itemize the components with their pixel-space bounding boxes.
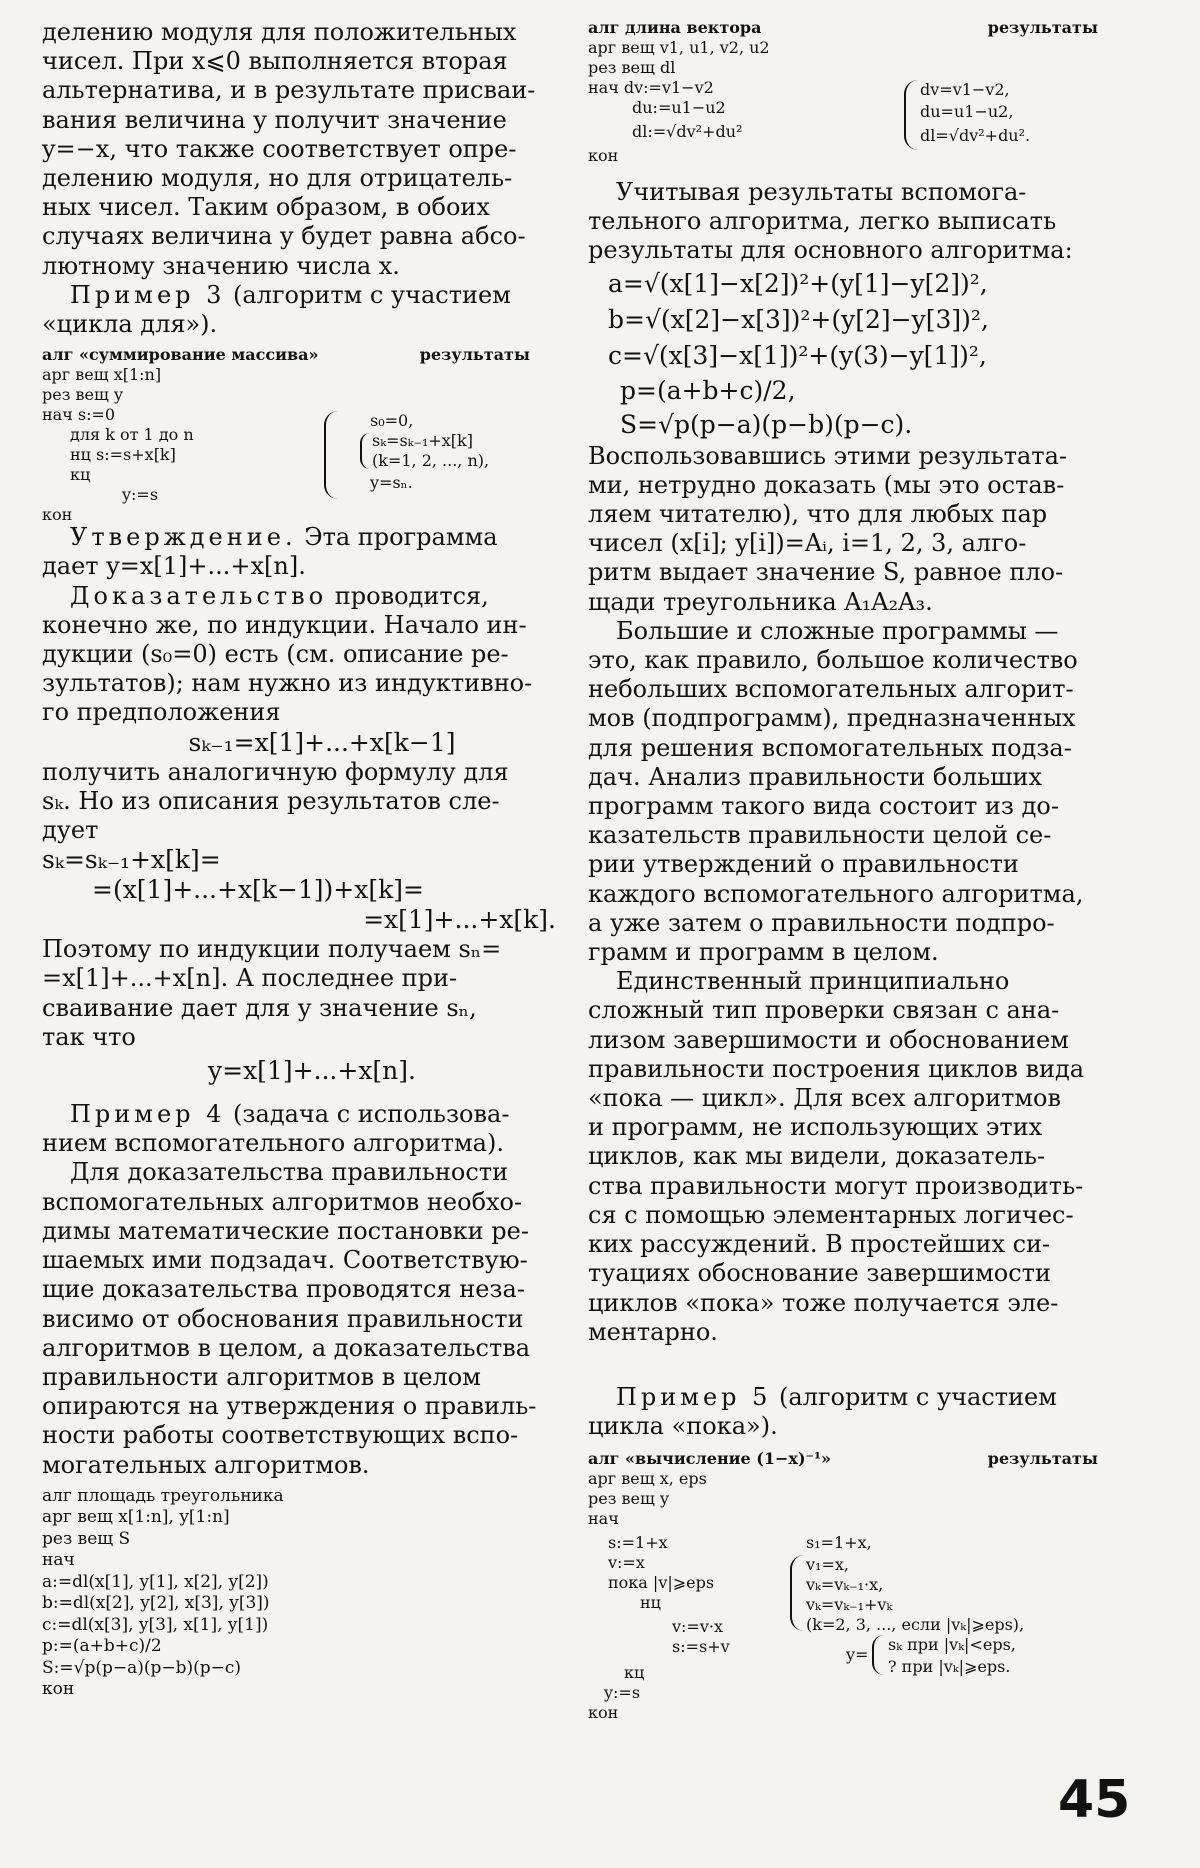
- spec-case: sₖ при |vₖ|<eps,: [888, 1635, 1016, 1655]
- paragraph-large-programs: [588, 617, 1118, 967]
- text-line: казательств правильности целой се-: [588, 821, 1052, 850]
- code-line: алг площадь треугольника: [42, 1485, 284, 1506]
- text-line: рии утверждений о правильности: [588, 850, 1019, 879]
- text-line: зультатов); нам нужно из индуктивно-: [42, 669, 533, 698]
- text-line: программ такого вида состоит из до-: [588, 792, 1059, 821]
- text-line: вспомогательных алгоритмов необхо-: [42, 1187, 523, 1216]
- text-line: висимо от обоснования правильности: [42, 1304, 524, 1333]
- text-line: результаты для основного алгоритма:: [588, 236, 1073, 265]
- text-line: ства правильности могут производить-: [588, 1171, 1084, 1200]
- spec-line: s₁=1+x,: [806, 1533, 872, 1553]
- spec-line: vₖ=vₖ₋₁·x,: [806, 1575, 884, 1595]
- spec-line: (k=1, 2, ..., n),: [372, 451, 490, 471]
- paragraph-modulus: [42, 18, 562, 281]
- code-line: y:=s: [122, 485, 159, 505]
- formula-c: c=√(x[3]−x[1])²+(y(3)−y[1])²,: [608, 340, 987, 370]
- text-line: го предположения: [42, 698, 281, 727]
- proof-text: проводится,: [327, 581, 489, 610]
- code-block-sum: [42, 345, 562, 523]
- example-label: Пример 5: [616, 1382, 772, 1411]
- formula-b: b=√(x[2]−x[3])²+(y[2]−y[3])²,: [608, 304, 989, 334]
- text-line: ляем читателю), что для любых пар: [588, 500, 1048, 529]
- text-line: чисел (x[i]; y[i])=Aᵢ, i=1, 2, 3, алго-: [588, 529, 1027, 558]
- paragraph-results: [588, 178, 1118, 266]
- code-block-triangle: [42, 1486, 562, 1701]
- code-line: y:=s: [604, 1683, 641, 1703]
- brace: [790, 1555, 804, 1631]
- text-line: ких рассуждений. В простейших си-: [588, 1230, 1051, 1259]
- proof-paragraph: [42, 582, 562, 728]
- code-line: кон: [42, 505, 73, 525]
- formula-induction-hypothesis: sₖ₋₁=x[1]+...+x[k−1]: [188, 727, 456, 757]
- text-line: дает y=x[1]+...+x[n].: [42, 552, 306, 581]
- formula-a: a=√(x[1]−x[2])²+(y[1]−y[2])²,: [608, 268, 988, 298]
- text-line: правильности алгоритмов в целом: [42, 1362, 481, 1391]
- code-line: s:=s+v: [672, 1637, 730, 1657]
- text-line: каждого вспомогательного алгоритма,: [588, 879, 1084, 908]
- text-line: тельного алгоритма, легко выписать: [588, 207, 1057, 236]
- formula-sk-expanded: =(x[1]+...+x[k−1])+x[k]=: [92, 875, 424, 905]
- spec-line: s₀=0,: [370, 411, 414, 431]
- text-line: «цикла для»).: [42, 310, 218, 339]
- text-line: ности работы соответствующих вспо-: [42, 1421, 519, 1450]
- text-line: сложный тип проверки связан с ана-: [588, 996, 1060, 1025]
- code-line: рез вещ y: [42, 385, 123, 405]
- code-line: кон: [588, 146, 619, 165]
- text-line: цикла «пока»).: [588, 1412, 778, 1441]
- code-line: алг длина вектора: [588, 18, 762, 37]
- code-line: v:=v·x: [672, 1617, 723, 1637]
- text-line: небольших вспомогательных алгорит-: [588, 675, 1074, 704]
- code-line: кц: [624, 1663, 645, 1683]
- text-line: алгоритмов в целом, а доказательства: [42, 1333, 531, 1362]
- spec-line: y=sₙ.: [370, 473, 413, 493]
- brace: [872, 1635, 884, 1675]
- spec-line: du=u1−u2,: [920, 102, 1014, 121]
- text-line: вания величина y получит значение: [42, 105, 507, 134]
- formula-sk: sₖ=sₖ₋₁+x[k]=: [42, 845, 221, 875]
- example-label: Пример 3: [70, 280, 226, 309]
- example-label: Пример 4: [70, 1100, 226, 1129]
- code-line: b:=dl(x[2], y[2], x[3], y[3]): [42, 1593, 270, 1614]
- text-line: димы математические постановки ре-: [42, 1216, 529, 1245]
- text-line: получить аналогичную формулу для: [42, 757, 509, 786]
- text-line: сваивание дает для y значение sₙ,: [42, 993, 477, 1022]
- code-line: алг «вычисление (1−x)⁻¹»: [588, 1449, 831, 1469]
- code-line: p:=(a+b+c)/2: [42, 1636, 162, 1657]
- formula-s: S=√p(p−a)(p−b)(p−c).: [620, 409, 913, 439]
- paragraph-auxiliary: [42, 1158, 562, 1479]
- text-line: делению модуля, но для отрицатель-: [42, 164, 513, 193]
- example-desc: (алгоритм с участием: [771, 1382, 1057, 1411]
- text-line: случаях величина y будет равна абсо-: [42, 222, 526, 251]
- code-line: кон: [42, 1679, 75, 1700]
- text-line: Для доказательства правильности: [70, 1158, 509, 1187]
- code-line: рез вещ S: [42, 1528, 131, 1549]
- text-line: Единственный принципиально: [616, 967, 1010, 996]
- code-line: s:=1+x: [608, 1533, 668, 1553]
- code-block-while-loop: [588, 1449, 1118, 1723]
- text-line: туациях обоснование завершимости: [588, 1259, 1051, 1288]
- text-line: так что: [42, 1022, 136, 1051]
- brace: [324, 411, 340, 499]
- code-line: арг вещ v1, u1, v2, u2: [588, 38, 770, 57]
- text-line: могательных алгоритмов.: [42, 1450, 370, 1479]
- text-line: конечно же, по индукции. Начало ин-: [42, 610, 527, 639]
- text-line: дует: [42, 816, 99, 845]
- paragraph-induction: [42, 758, 562, 846]
- text-line: мов (подпрограмм), предназначенных: [588, 704, 1076, 733]
- code-line: S:=√p(p−a)(p−b)(p−c): [42, 1657, 242, 1678]
- spec-line: vₖ=vₖ₋₁+vₖ: [806, 1595, 893, 1615]
- example-3-heading: [42, 281, 562, 339]
- paragraph-conclusion: [42, 935, 562, 1052]
- text-line: а уже затем о правильности подпро-: [588, 908, 1055, 937]
- example-desc: (алгоритм с участием: [225, 280, 511, 309]
- text-line: Большие и сложные программы —: [616, 616, 1059, 645]
- code-block-vector-length: [588, 18, 1118, 178]
- page-number: 45: [1058, 1770, 1131, 1830]
- text-line: грамм и программ в целом.: [588, 938, 939, 967]
- text-line: ритм выдает значение S, равное пло-: [588, 558, 1064, 587]
- code-results-label: результаты: [419, 345, 530, 365]
- text-line: нием вспомогательного алгоритма).: [42, 1129, 504, 1158]
- code-line: пока |v|⩾eps: [608, 1573, 715, 1593]
- right-column: [588, 18, 1118, 1723]
- text-line: Учитывая результаты вспомога-: [616, 178, 1027, 206]
- paragraph-proof-note: [588, 442, 1118, 617]
- code-line: нач: [588, 1509, 619, 1529]
- code-line: du:=u1−u2: [632, 98, 726, 117]
- brace: [360, 433, 370, 469]
- code-line: для k от 1 до n: [70, 425, 194, 445]
- text-line: и программ, не использующих этих: [588, 1113, 1043, 1142]
- code-line: арг вещ x[1:n], y[1:n]: [42, 1507, 230, 1528]
- code-line: a:=dl(x[1], y[1], x[2], y[2]): [42, 1571, 269, 1592]
- code-line: кц: [70, 465, 91, 485]
- spec-y-label: y=: [846, 1645, 869, 1665]
- code-line: v:=x: [608, 1553, 645, 1573]
- formula-sk-result: =x[1]+...+x[k].: [363, 905, 556, 935]
- code-line: кон: [588, 1703, 619, 1723]
- code-line: нц: [640, 1593, 661, 1613]
- proof-label: Доказательство: [70, 581, 328, 610]
- code-line: нач: [42, 1550, 75, 1571]
- text-line: Поэтому по индукции получаем sₙ=: [42, 935, 502, 964]
- claim-label: Утверждение.: [70, 523, 297, 552]
- text-line: ми, нетрудно доказать (мы это остав-: [588, 470, 1065, 499]
- spec-case: ? при |vₖ|⩾eps.: [888, 1657, 1011, 1677]
- text-line: щие доказательства проводятся неза-: [42, 1275, 525, 1304]
- example-desc: (задача с использова-: [225, 1100, 510, 1129]
- text-line: ных чисел. Таким образом, в обоих: [42, 193, 490, 222]
- text-line: чисел. При x⩽0 выполняется вторая: [42, 47, 508, 76]
- text-line: лизом завершимости и обоснованием: [588, 1025, 1069, 1054]
- claim-paragraph: [42, 523, 562, 581]
- text-line: лютному значению числа x.: [42, 251, 400, 280]
- code-line: алг «суммирование массива»: [42, 345, 319, 365]
- text-line: это, как правило, большое количество: [588, 646, 1078, 675]
- text-line: для решения вспомогательных подза-: [588, 733, 1072, 762]
- text-line: Воспользовавшись этими результата-: [588, 441, 1067, 470]
- paragraph-termination: [588, 967, 1118, 1347]
- code-line: нц s:=s+x[k]: [70, 445, 176, 465]
- code-line: рез вещ dl: [588, 58, 676, 77]
- spec-line: (k=2, 3, ..., если |vₖ|⩾eps),: [806, 1615, 1025, 1635]
- code-line: c:=dl(x[3], y[3], x[1], y[1]): [42, 1614, 269, 1635]
- brace: [904, 80, 918, 150]
- code-line: dl:=√dv²+du²: [632, 122, 743, 141]
- text-line: щади треугольника A₁A₂A₃.: [588, 587, 933, 616]
- formula-p: p=(a+b+c)/2,: [620, 375, 796, 405]
- text-line: альтернатива, и в результате присваи-: [42, 76, 536, 105]
- text-line: циклов, как мы видели, доказатель-: [588, 1142, 1046, 1171]
- code-line: рез вещ y: [588, 1489, 669, 1509]
- code-results-label: результаты: [987, 1449, 1098, 1469]
- text-line: y=−x, что также соответствует опре-: [42, 134, 517, 163]
- example-5-heading: [588, 1383, 1118, 1441]
- text-line: =x[1]+...+x[n]. А последнее при-: [42, 964, 458, 993]
- text-line: sₖ. Но из описания результатов сле-: [42, 786, 500, 815]
- text-line: правильности построения циклов вида: [588, 1054, 1085, 1083]
- code-line: нач s:=0: [42, 405, 116, 425]
- code-line: арг вещ x[1:n]: [42, 365, 162, 385]
- text-line: опираются на утверждения о правиль-: [42, 1392, 537, 1421]
- text-line: дукции (s₀=0) есть (см. описание ре-: [42, 640, 509, 669]
- text-line: «пока — цикл». Для всех алгоритмов: [588, 1084, 1062, 1113]
- claim-text: Эта программа: [296, 523, 498, 552]
- text-line: дач. Анализ правильности больших: [588, 762, 1042, 791]
- formula-result: y=x[1]+...+x[n].: [208, 1056, 416, 1086]
- code-line: нач dv:=v1−v2: [588, 78, 714, 97]
- example-4-heading: [42, 1100, 562, 1158]
- left-column: [42, 18, 562, 1701]
- code-results-label: результаты: [987, 18, 1098, 37]
- text-line: ся с помощью элементарных логичес-: [588, 1200, 1074, 1229]
- code-line: арг вещ x, eps: [588, 1469, 707, 1489]
- spec-line: sₖ=sₖ₋₁+x[k]: [372, 431, 473, 451]
- spec-line: dv=v1−v2,: [920, 80, 1010, 99]
- text-line: ментарно.: [588, 1317, 718, 1346]
- text-line: делению модуля для положительных: [42, 18, 517, 46]
- text-line: циклов «пока» тоже получается эле-: [588, 1288, 1059, 1317]
- text-line: шаемых ими подзадач. Соответствую-: [42, 1246, 528, 1275]
- spec-line: dl=√dv²+du².: [920, 126, 1031, 145]
- spec-line: v₁=x,: [806, 1555, 849, 1575]
